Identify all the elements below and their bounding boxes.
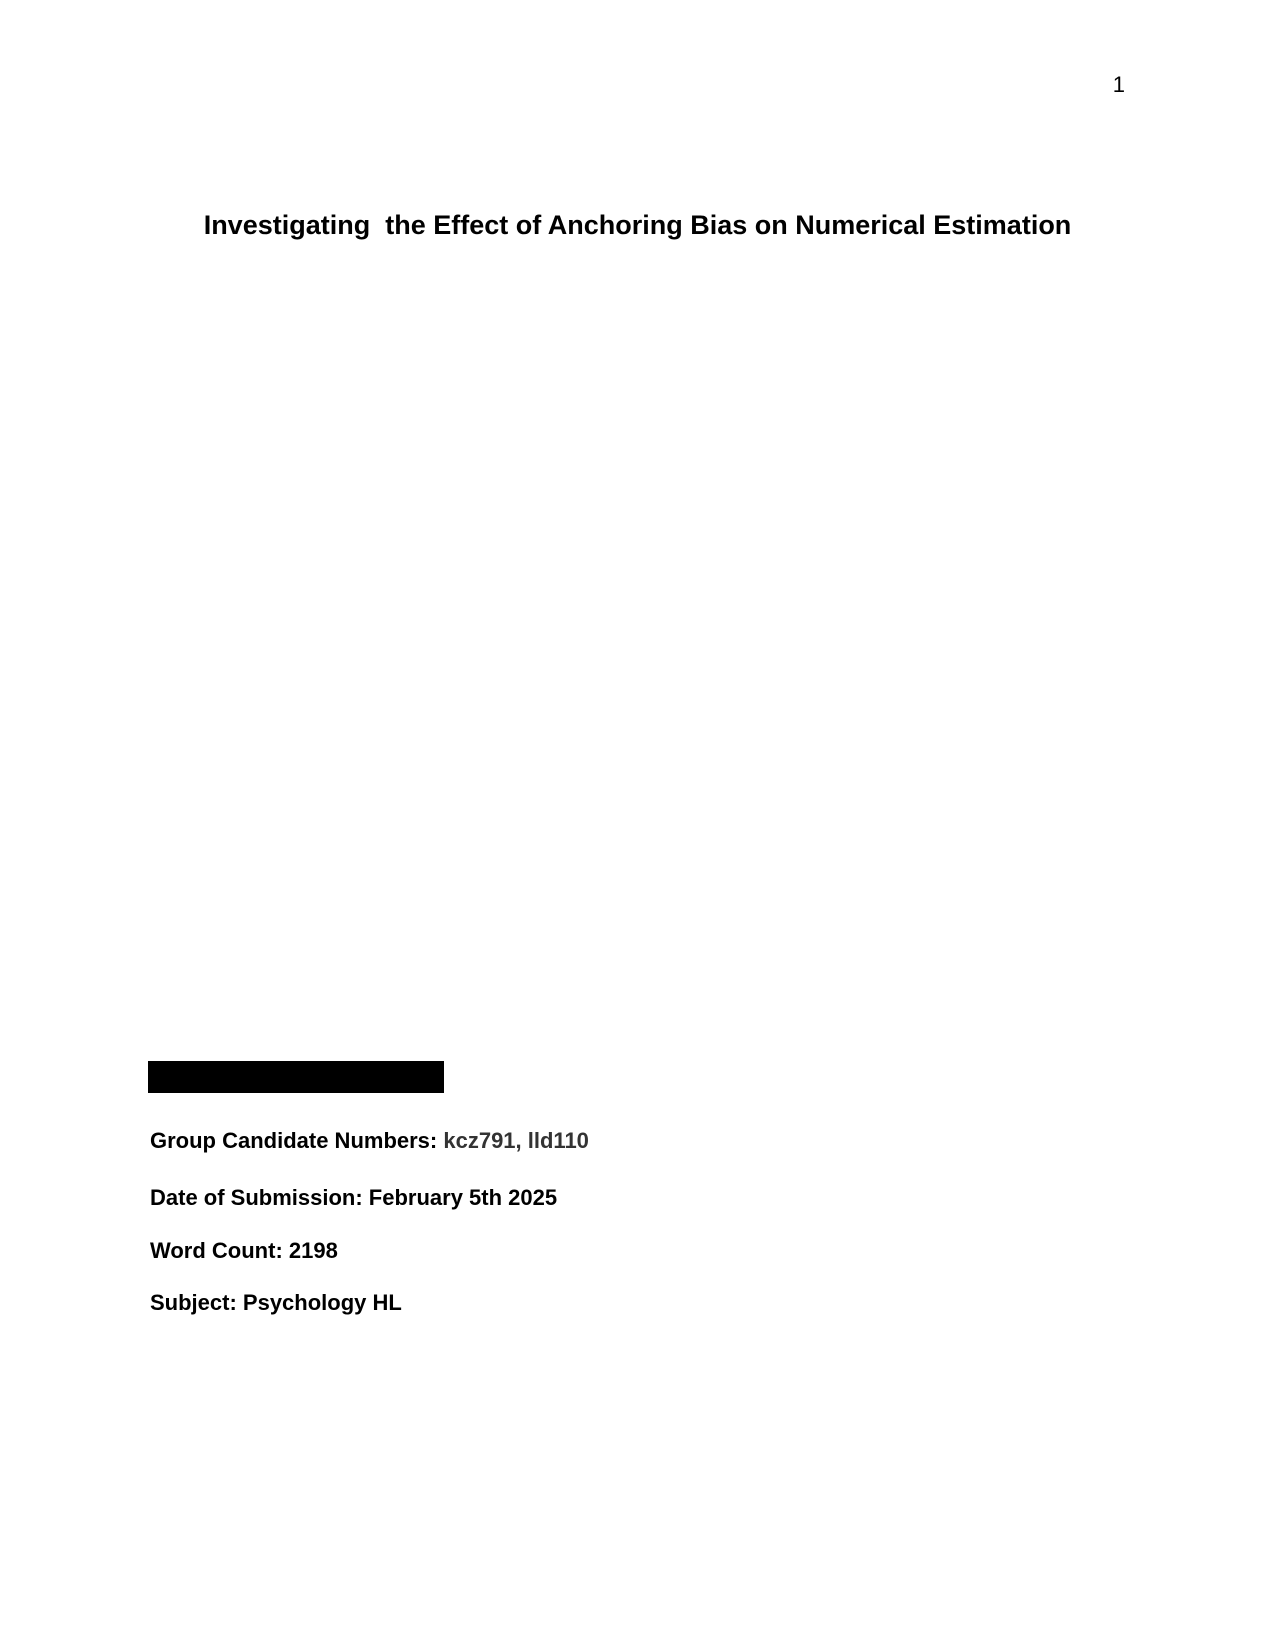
redaction-bar (148, 1061, 444, 1093)
page-number: 1 (1112, 72, 1125, 97)
word-count-line (150, 1240, 338, 1262)
document-title: Investigating the Effect of Anchoring Bias on Numerical Estimation (203, 210, 1072, 240)
word-count-label: Word Count: (150, 1238, 289, 1263)
submission-date-line (150, 1187, 557, 1209)
word-count-value: 2198 (288, 1238, 338, 1263)
submission-date-value: February 5th 2025 (368, 1185, 558, 1210)
subject-value: Psychology HL (242, 1290, 402, 1315)
subject-line (150, 1292, 402, 1314)
candidate-numbers-value: kcz791, lld110 (443, 1128, 589, 1153)
subject-label: Subject: (150, 1290, 243, 1315)
candidate-numbers-line (150, 1130, 589, 1152)
candidate-numbers-label: Group Candidate Numbers: (150, 1128, 444, 1153)
submission-date-label: Date of Submission: (150, 1185, 369, 1210)
